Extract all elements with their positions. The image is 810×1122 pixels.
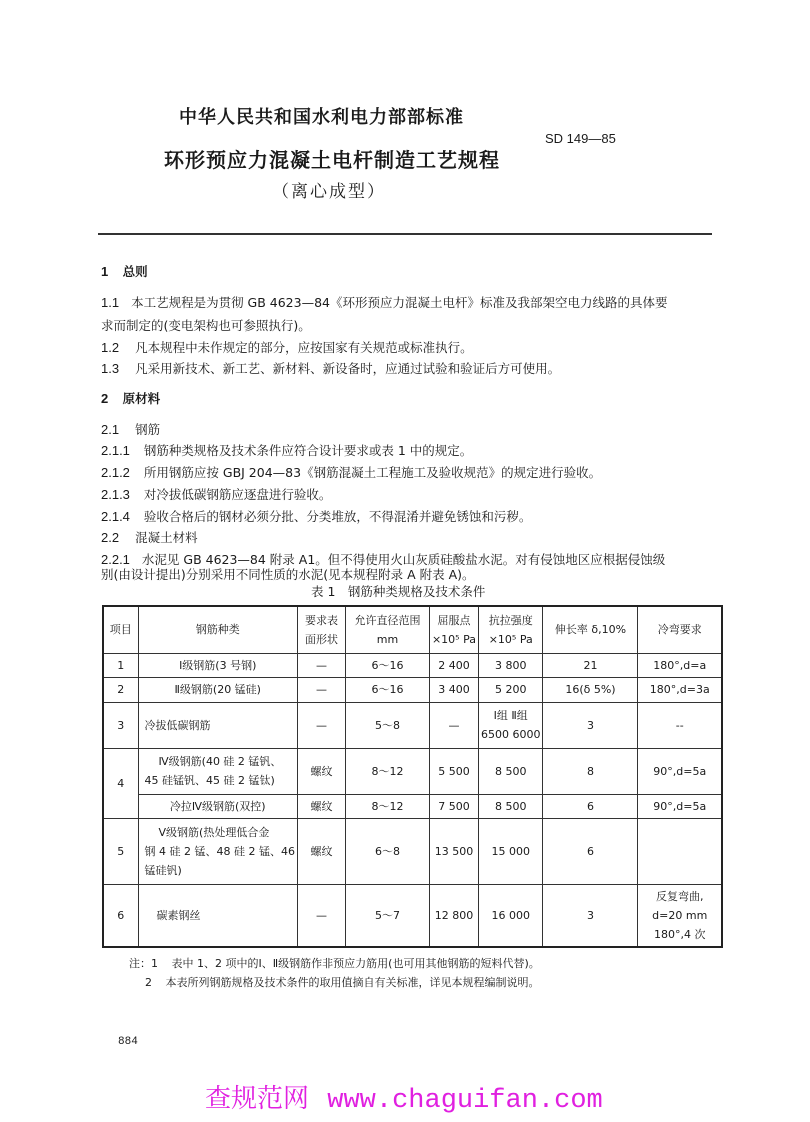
header-type: 钢筋种类 <box>138 606 297 653</box>
note-label: 注：1 <box>129 957 158 970</box>
cell-bend: 180°,d=a <box>638 653 722 677</box>
cell-elongation: 6 <box>543 794 638 818</box>
cell-bend: -- <box>638 702 722 748</box>
clause-2-1-4 <box>101 507 531 525</box>
clause-1-2 <box>101 338 473 356</box>
cell-bend <box>638 884 722 947</box>
document-title: 环形预应力混凝土电杆制造工艺规程 <box>164 148 500 172</box>
cell-surface: — <box>297 702 345 748</box>
section-2-heading <box>101 389 160 407</box>
cell-bend-line1: 反复弯曲, <box>655 889 704 903</box>
table-row <box>103 702 722 748</box>
cell-tensile: 8 500 <box>478 794 543 818</box>
table-row <box>103 884 722 947</box>
cell-surface: — <box>297 884 345 947</box>
cell-surface: 螺纹 <box>297 818 345 884</box>
clause-number: 2.1.1 <box>101 443 130 458</box>
cell-item: 4 <box>103 748 138 818</box>
cell-yield: 2 400 <box>429 653 478 677</box>
note-text: 本表所列钢筋规格及技术条件的取用值摘自有关标准，详见本规程编制说明。 <box>165 976 540 989</box>
cell-type <box>138 818 297 884</box>
cell-tensile: 15 000 <box>478 818 543 884</box>
document-subtitle: （离心成型） <box>272 182 386 202</box>
header-tensile-line1: 抗拉强度 <box>488 613 533 627</box>
clause-number: 2.2 <box>101 530 120 545</box>
clause-1-1 <box>101 293 668 311</box>
clause-number: 2.1 <box>101 422 120 437</box>
clause-number: 1.2 <box>101 340 120 355</box>
table-caption: 表 1 钢筋种类规格及技术条件 <box>311 584 486 599</box>
header-diameter-line2: mm <box>376 632 399 646</box>
cell-yield: 5 500 <box>429 748 478 794</box>
cell-yield: 3 400 <box>429 677 478 702</box>
cell-yield: 7 500 <box>429 794 478 818</box>
table-header-row <box>103 606 722 653</box>
table-row <box>103 677 722 702</box>
cell-yield: 13 500 <box>429 818 478 884</box>
cell-item: 6 <box>103 884 138 947</box>
table-row <box>103 818 722 884</box>
table-note-1 <box>129 955 540 971</box>
header-divider <box>98 233 712 235</box>
clause-number: 1.3 <box>101 361 120 376</box>
cell-elongation: 3 <box>543 702 638 748</box>
cell-bend: 90°,d=5a <box>638 794 722 818</box>
cell-elongation: 3 <box>543 884 638 947</box>
clause-text: 凡本规程中未作规定的部分，应按国家有关规范或标准执行。 <box>135 340 473 355</box>
cell-diameter: 6～8 <box>345 818 429 884</box>
header-diameter-line1: 允许直径范围 <box>354 613 421 627</box>
cell-elongation: 8 <box>543 748 638 794</box>
clause-2-1-1 <box>101 441 472 459</box>
page-number: 884 <box>118 1036 138 1048</box>
header-surface-line1: 要求表 <box>304 613 338 627</box>
clause-2-2-1-cont: 别(由设计提出)分别采用不同性质的水泥(见本规程附录 A 附表 A)。 <box>101 567 475 582</box>
clause-2-1-2 <box>101 463 601 481</box>
cell-surface: — <box>297 653 345 677</box>
cell-diameter: 5～8 <box>345 702 429 748</box>
steel-spec-table <box>102 605 723 948</box>
table-row <box>103 653 722 677</box>
header-diameter <box>345 606 429 653</box>
header-surface-line2: 面形状 <box>304 632 338 646</box>
cell-yield: — <box>429 702 478 748</box>
watermark-url[interactable]: www.chaguifan.com <box>327 1086 603 1116</box>
clause-text: 对冷拔低碳钢筋应逐盘进行验收。 <box>143 487 332 502</box>
clause-number: 2.1.3 <box>101 487 130 502</box>
section-number: 1 <box>101 264 109 279</box>
clause-text: 钢筋种类规格及技术条件应符合设计要求或表 1 中的规定。 <box>143 443 473 458</box>
clause-1-1-cont: 求而制定的(变电架构也可参照执行)。 <box>101 318 311 333</box>
table-row <box>103 748 722 794</box>
clause-number: 1.1 <box>101 295 120 310</box>
clause-number: 2.1.2 <box>101 465 130 480</box>
section-title: 总则 <box>122 264 148 279</box>
header-elongation: 伸长率 δ,10% <box>543 606 638 653</box>
cell-tensile <box>478 702 543 748</box>
cell-diameter: 6～16 <box>345 653 429 677</box>
cell-type <box>138 748 297 794</box>
header-tensile <box>478 606 543 653</box>
table-row <box>103 794 722 818</box>
issuing-organization: 中华人民共和国水利电力部部标准 <box>179 107 464 128</box>
cell-item: 3 <box>103 702 138 748</box>
cell-item: 1 <box>103 653 138 677</box>
cell-surface: — <box>297 677 345 702</box>
table-note-2 <box>145 974 540 990</box>
cell-elongation: 6 <box>543 818 638 884</box>
cell-tensile: 3 800 <box>478 653 543 677</box>
note-text: 表中 1、2 项中的Ⅰ、Ⅱ级钢筋作非预应力筋用(也可用其他钢筋的短料代替)。 <box>171 957 540 970</box>
cell-yield: 12 800 <box>429 884 478 947</box>
clause-text: 钢筋 <box>135 422 161 437</box>
section-number: 2 <box>101 391 109 406</box>
cell-bend: 180°,d=3a <box>638 677 722 702</box>
clause-text: 所用钢筋应按 GBJ 204—83《钢筋混凝土工程施工及验收规范》的规定进行验收。 <box>143 465 602 480</box>
note-number: 2 <box>145 976 152 989</box>
watermark-site-name: 查规范网 <box>205 1084 310 1114</box>
watermark <box>205 1078 603 1116</box>
header-tensile-line2: ×10⁵ Pa <box>488 632 533 646</box>
cell-elongation: 16(δ 5%) <box>543 677 638 702</box>
section-title: 原材料 <box>122 391 161 406</box>
cell-bend-line3: 180°,4 次 <box>653 927 706 941</box>
cell-diameter: 6～16 <box>345 677 429 702</box>
standard-code: SD 149—85 <box>545 131 616 146</box>
cell-type-line3: 锰硅钒) <box>144 863 182 877</box>
header-bend: 冷弯要求 <box>638 606 722 653</box>
cell-surface: 螺纹 <box>297 748 345 794</box>
cell-diameter: 5～7 <box>345 884 429 947</box>
cell-type-line2: 钢 4 硅 2 锰、48 硅 2 锰、46 <box>144 844 295 858</box>
header-surface <box>297 606 345 653</box>
section-1-heading <box>101 262 148 280</box>
cell-bend: 90°,d=5a <box>638 748 722 794</box>
cell-bend <box>638 818 722 884</box>
cell-bend-line2: d=20 mm <box>652 908 708 922</box>
cell-tensile: 16 000 <box>478 884 543 947</box>
cell-surface: 螺纹 <box>297 794 345 818</box>
cell-diameter: 8～12 <box>345 794 429 818</box>
cell-tensile: 5 200 <box>478 677 543 702</box>
header-yield-line2: ×10⁵ Pa <box>431 632 476 646</box>
cell-type-line1: Ⅳ级钢筋(40 硅 2 锰钒、 <box>158 755 282 768</box>
clause-2-1-3 <box>101 485 331 503</box>
cell-type-line1: Ⅴ级钢筋(热处理低合金 <box>158 825 270 839</box>
cell-type: 冷拉Ⅳ级钢筋(双控) <box>138 794 297 818</box>
cell-elongation: 21 <box>543 653 638 677</box>
cell-tensile-groups: Ⅰ组 Ⅱ组 <box>493 709 528 722</box>
clause-text: 验收合格后的钢材必须分批、分类堆放，不得混淆并避免锈蚀和污秽。 <box>143 509 532 524</box>
cell-type-line2: 45 硅锰钒、45 硅 2 锰钛) <box>144 774 275 787</box>
cell-type: Ⅰ级钢筋(3 号钢) <box>138 653 297 677</box>
cell-type: 冷拔低碳钢筋 <box>138 702 297 748</box>
clause-number: 2.1.4 <box>101 509 130 524</box>
clause-text: 本工艺规程是为贯彻 GB 4623—84《环形预应力混凝土电杆》标准及我部架空电力线路的具体要 <box>131 295 668 310</box>
cell-type: 碳素钢丝 <box>138 884 297 947</box>
clause-2-2 <box>101 528 198 546</box>
clause-number: 2.2.1 <box>101 552 130 567</box>
header-yield <box>429 606 478 653</box>
clause-text: 凡采用新技术、新工艺、新材料、新设备时，应通过试验和验证后方可使用。 <box>135 361 561 376</box>
clause-text: 水泥见 GB 4623—84 附录 A1。但不得使用火山灰质硅酸盐水泥。对有侵蚀地区应根据侵蚀级 <box>141 552 666 567</box>
cell-tensile: 8 500 <box>478 748 543 794</box>
cell-item: 2 <box>103 677 138 702</box>
cell-item: 5 <box>103 818 138 884</box>
clause-2-1 <box>101 420 160 438</box>
cell-tensile-values: 6500 6000 <box>480 728 541 741</box>
cell-diameter: 8～12 <box>345 748 429 794</box>
header-yield-line1: 屈服点 <box>437 613 471 627</box>
header-item: 项目 <box>103 606 138 653</box>
clause-1-3 <box>101 359 560 377</box>
cell-type: Ⅱ级钢筋(20 锰硅) <box>138 677 297 702</box>
clause-text: 混凝土材料 <box>135 530 198 545</box>
